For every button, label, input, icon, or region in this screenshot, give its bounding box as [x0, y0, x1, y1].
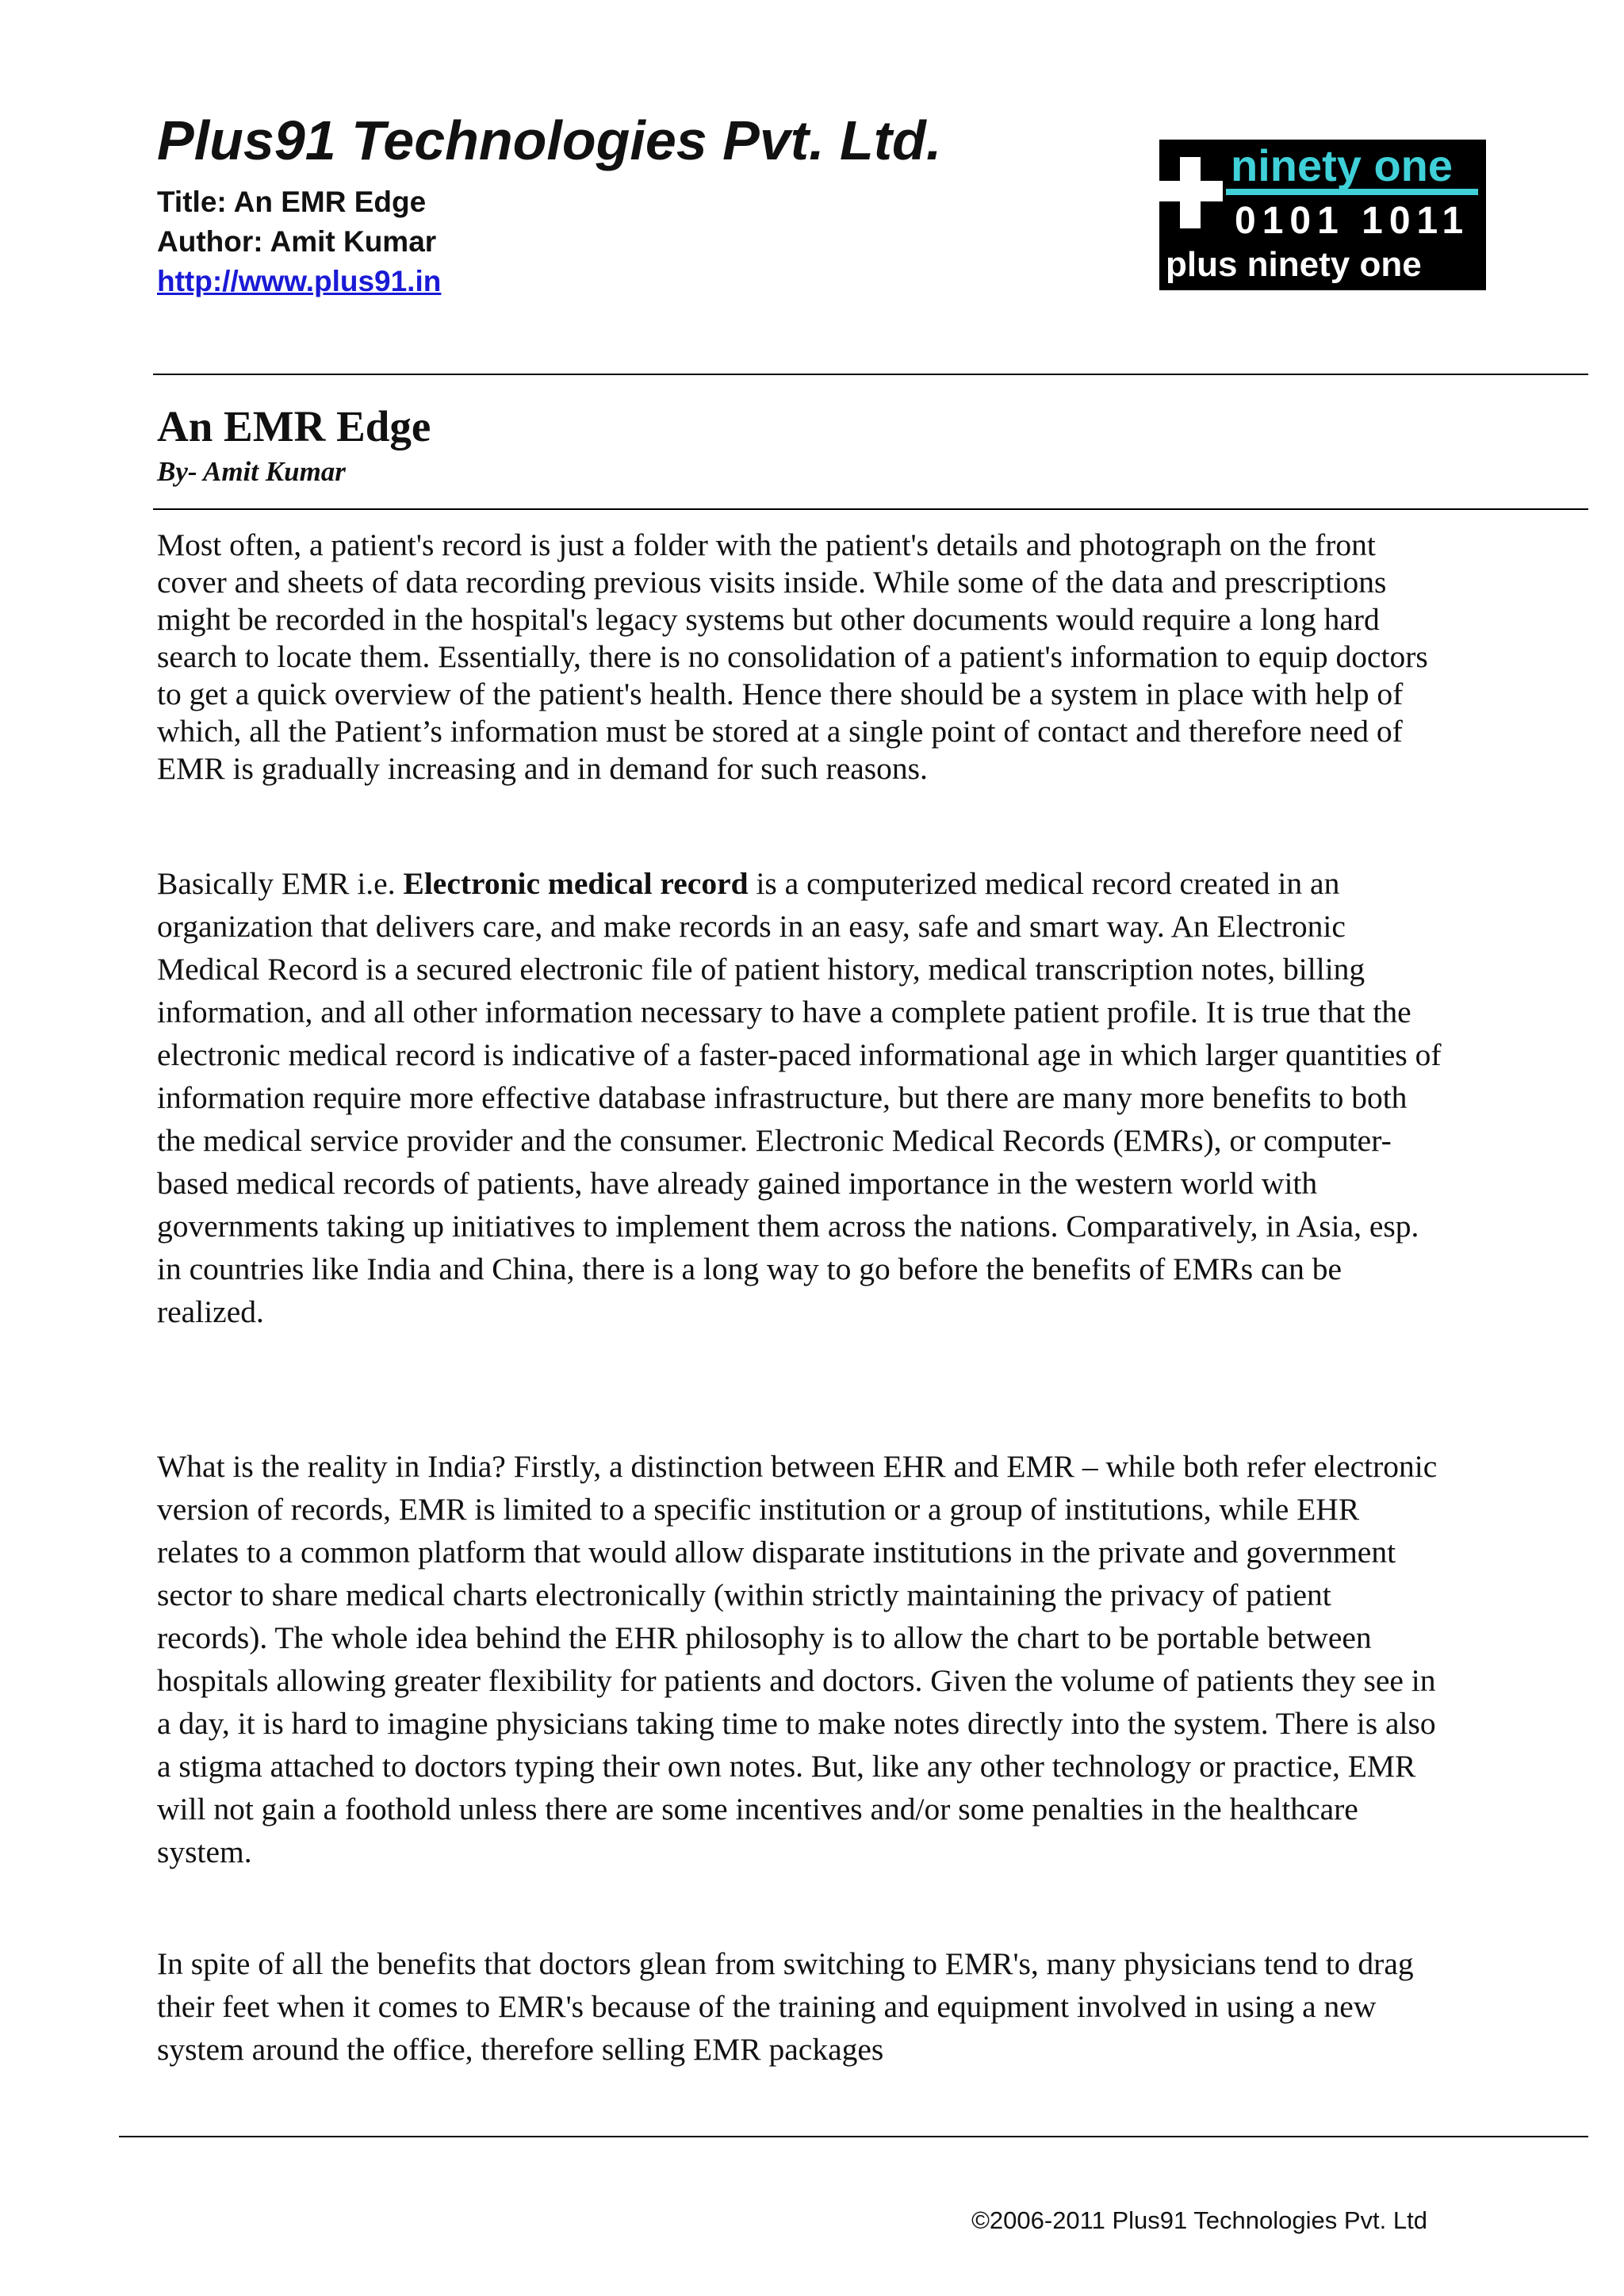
- website-link[interactable]: http://www.plus91.in: [157, 265, 442, 297]
- paragraph-2-term: Electronic medical record: [403, 866, 749, 901]
- logo-binary-text: 0101 1011: [1235, 200, 1470, 242]
- logo-bottom-text: plus ninety one: [1166, 245, 1422, 284]
- plus91-logo: [1159, 140, 1486, 290]
- author-line: Author: Amit Kumar: [157, 225, 437, 258]
- document-meta: [157, 182, 441, 301]
- logo-top-text: ninety one: [1231, 140, 1454, 190]
- paragraph-2-rest: is a computerized medical record created in an organization that delivers care, and make records in an easy, safe and smart way. An Electronic Medical Record is a secured electronic file of patient history, medical transcription notes, billing information, and all other information necessary to have a complete patient profile. It is true that the electronic medical record is indicative of a faster-paced informational age in which larger quantities of information require more effective database infrastructure, but there are many more benefits to both the medical service provider and the consumer. Electronic Medical Records (EMRs), or computer-based medical records of patients, have already gained importance in the western world with governments taking up initiatives to implement them across the nations. Comparatively, in Asia, esp. in countries like India and China, there is a long way to go before the benefits of EMRs can be realized.: [157, 866, 1442, 1329]
- paragraph-3: What is the reality in India? Firstly, a distinction between EHR and EMR – while both refer electronic version of records, EMR is limited to a specific institution or a group of institutions, while EHR relates to a common platform that would allow disparate institutions in the private and government sector to share medical charts electronically (within strictly maintaining the privacy of patient records). The whole idea behind the EHR philosophy is to allow the chart to be portable between hospitals allowing greater flexibility for patients and doctors. Given the volume of patients they see in a day, it is hard to imagine physicians taking time to make notes directly into the system. There is also a stigma attached to doctors typing their own notes. But, like any other technology or practice, EMR will not gain a foothold unless there are some incentives and/or some penalties in the healthcare system.: [157, 1449, 1438, 1869]
- logo-plus-horizontal: [1159, 181, 1223, 201]
- header-divider: [153, 374, 1588, 375]
- paragraph-2: [157, 862, 1442, 1333]
- footer-divider: [119, 2136, 1588, 2137]
- footer-copyright: ©2006-2011 Plus91 Technologies Pvt. Ltd: [971, 2206, 1427, 2234]
- logo-graphic: [1159, 140, 1486, 290]
- paragraph-1: Most often, a patient's record is just a folder with the patient's details and photograph on the front cover and sheets of data recording previous visits inside. While some of the data and prescriptions might be recorded in the hospital's legacy systems but other documents would require a long hard search to locate them. Essentially, there is no consolidation of a patient's information to equip doctors to get a quick overview of the patient's health. Hence there should be a system in place with help of which, all the Patient’s information must be stored at a single point of contact and therefore need of EMR is gradually increasing and in demand for such reasons.: [157, 527, 1428, 786]
- title-divider: [153, 508, 1588, 510]
- title-line: Title: An EMR Edge: [157, 186, 427, 218]
- article-title: An EMR Edge: [157, 402, 431, 450]
- paragraph-2-lead: Basically EMR i.e.: [157, 866, 404, 901]
- article-byline: By- Amit Kumar: [157, 456, 346, 487]
- company-name: Plus91 Technologies Pvt. Ltd.: [157, 109, 942, 171]
- paragraph-4: In spite of all the benefits that doctors glean from switching to EMR's, many physicians tend to drag their feet when it comes to EMR's because of the training and equipment involved in using a new system around the office, therefore selling EMR packages: [157, 1946, 1414, 2067]
